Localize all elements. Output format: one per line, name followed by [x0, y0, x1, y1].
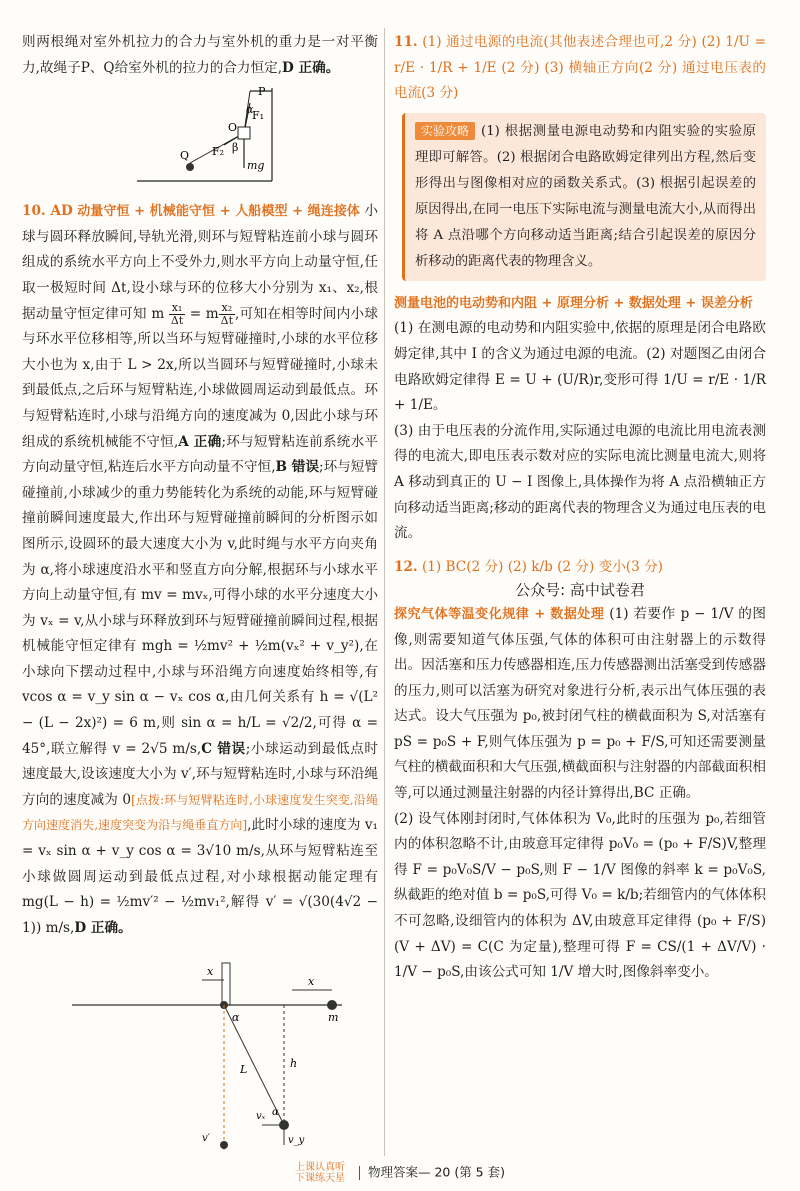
q10-body: 10. AD 动量守恒 + 机械能守恒 + 人船模型 + 绳连接体 小球与圆环释放瞬间,导轨光滑,则环与短臂粘连前小球与圆环组成的系统水平方向上不受外力,则水平方向上动量守恒,任取一极短时间 Δt,设小球与环的位移大小分别为 x₁、x₂,根据动量守恒定律可知 m $\frac{\text{x₁}}{\Delta t}$ = m $\frac{\text{x₂}}{\Delta t}$ ,可知在相等时间内小球与环水平位移相等,所以当环与短臂碰撞时,小球的水平位移大小也为 x,由于 L > 2x,所以当圆环与短臂碰撞时,小球未到最低点,之后环与短臂粘连,小球做圆周运动到最低点。环与短臂粘连时,小球与沿绳方向的速度减为 0,因此小球与环组成的系统机械能不守恒,A 正确;环与短臂粘连前系统水平方向动量守恒,粘连后水平方向动量不守恒,B 错误;环与短臂碰撞前,小球减少的重力势能转化为系统的动能,环与短臂碰撞前瞬间速度最大,作出环与短臂碰撞前瞬间的分析图示如图所示,设圆环的最大速度大小为 v,此时绳与水平方向夹角为 α,将小球速度沿水平和竖直方向分解,根据环与小球水平方向上动量守恒,有 mv = mvₓ,可得小球的水平分速度大小为 vₓ = v,从小球与环释放到环与短臂碰撞前瞬间过程,根据机械能守恒定律有 mgh = ½mv² + ½m(vₓ² + v_y²),在小球向下摆动过程中,小球与环沿绳方向速度始终相等,有 vcos α = v_y sin α − vₓ cos α,由几何关系有 h = √(L² − (L − 2x)²) = 6 m,则 sin α = h/L = √2/2,可得 α = 45°,联立解得 v = 2√5 m/s,C 错误;小球运动到最低点时速度最大,设该速度大小为 v′,环与短臂粘连时,小球与环沿绳方向的速度减为 0[点拨:环与短臂粘连时,小球速度发生突变,沿绳方向速度消失,速度突变为沿与绳垂直方向],此时小球的速度为 v₁ = vₓ sin α + v_y cos α = 3√10 m/s,从环与短臂粘连至小球做圆周运动到最低点过程,对小球根据动能定理有 mg(L − h) = ½mv′² − ½mv₁²,解得 v′ = √(30(4√2 − 1)) m/s,D 正确。: [22, 203, 378, 936]
q12-answer: 12. (1) BC(2 分) (2) k/b (2 分) 变小(3 分): [394, 558, 663, 575]
column-divider: [384, 28, 385, 1156]
left-column: [22, 30, 378, 1155]
label-F1: F₁: [252, 109, 265, 123]
label-alpha: α: [246, 103, 254, 117]
label-O: O: [228, 121, 238, 135]
label-L: L: [240, 1063, 248, 1077]
label-mg: mg: [247, 159, 265, 173]
q11-tags: 测量电池的电动势和内阻 + 原理分析 + 数据处理 + 误差分析: [394, 295, 753, 311]
footer-separator: [359, 1166, 360, 1180]
label-F2: F₂: [212, 145, 225, 159]
label-x-right: x: [308, 975, 315, 989]
label-vy: v_y: [288, 1135, 305, 1147]
experiment-tips-box: 实验攻略 (1) 根据测量电源电动势和内阻实验的实验原理即可解答。(2) 根据闭合电路欧姆定律列出方程,然后变形得出与图像相对应的函数关系式。(3) 根据引起误差的原因得出,在同一电压下实际电流与测量电流大小,从而得出将 A 点沿哪个方向移动适当距离;结合引起误差的原因分析移动的距离代表的物理含义。: [402, 113, 766, 281]
label-Q: Q: [180, 149, 190, 163]
label-P: P: [258, 85, 266, 99]
label-alpha-top: α: [232, 1011, 240, 1025]
tip-note: [点拨:环与短臂粘连时,小球速度发生突变,沿绳方向速度消失,速度突变为沿与绳垂直方向]: [22, 792, 378, 833]
label-v-prime: v′: [202, 1133, 210, 1145]
q11-explain-1: (1) 在测电源的电动势和内阻实验中,依据的原理是闭合电路欧姆定律,其中 I 的含义为通过电源的电流。(2) 对题图乙由闭合电路欧姆定律得 E = U + (U/R)r,变形可得 1/U = r/E · 1/R + 1/E。: [394, 320, 766, 414]
q9-conclusion: 则两根绳对室外机拉力的合力与室外机的重力是一对平衡力,故绳子P、Q给室外机的拉力的合力恒定,D 正确。: [22, 34, 378, 76]
q11-explain-2: (3) 由于电压表的分流作用,实际通过电源的电流比用电流表测得的电流大,即电压表示数对应的实际电流比测量电流大,则将 A 移动到真正的 U − I 图像上,具体操作为将 A 点沿横轴正方向移动适当距离;移动的距离代表的物理含义为通过电压表的电流。: [394, 422, 766, 542]
label-alpha-bottom: α: [272, 1107, 279, 1119]
pendulum-diagram: [52, 955, 352, 1155]
label-x-left: x: [207, 965, 214, 979]
label-h: h: [290, 1057, 298, 1071]
force-diagram: [132, 83, 282, 193]
watermark: 公众号: 高中试卷君: [515, 581, 645, 600]
fraction-x1-dt: $\frac{\text{x₁}}{\Delta t}$: [170, 300, 184, 327]
label-m: m: [328, 1011, 339, 1025]
fraction-x2-dt: $\frac{\text{x₂}}{\Delta t}$: [220, 300, 234, 327]
q12-explain-2: (2) 设气体刚封闭时,气体体积为 V₀,此时的压强为 p₀,若细管内的体积忽略不计,由玻意耳定律得 p₀V₀ = (p₀ + F/S)V,整理得 F = p₀V₀S/V − p₀S,则 F − 1/V 图像的斜率 k = p₀V₀S,纵截距的绝对值 b = p₀S,可得 V₀ = k/b;若细管内的气体体积不可忽略,设细管内的体积为 ΔV,由玻意耳定律得 (p₀ + F/S)(V + ΔV) = C(C 为定量),整理可得 F = CS/(1 + ΔV/V) · 1/V − p₀S,由该公式可知 1/V 增大时,图像斜率变小。: [394, 810, 766, 981]
tips-badge: 实验攻略: [415, 122, 475, 140]
footer-logo: 上课认真听 下课练天星: [294, 1162, 345, 1184]
label-vx: vₓ: [256, 1111, 266, 1123]
label-beta: β: [232, 141, 239, 155]
page-footer: [0, 1162, 800, 1184]
footer-page-label: 物理答案— 20 (第 5 套): [367, 1164, 505, 1180]
right-column: [394, 30, 766, 986]
q12-body: 探究气体等温变化规律 + 数据处理 (1) 若要作 p − 1/V 的图像,则需要知道气体压强,气体的体积可由注射器上的示数得出。因活塞和压力传感器相连,压力传感器测出活塞受到传感器的压力,则可以活塞为研究对象进行分析,表示出气体压强的表达式。设大气压强为 p₀,被封闭气柱的横截面积为 S,对活塞有 pS = p₀S + F,则气体压强为 p = p₀ + F/S,可知还需要测量气柱的横截面积和大气压强,横截面积与注射器的内部截面积相等,可以通过测量注射器的内径计算得出,BC 正确。: [394, 605, 766, 802]
q11-answer: 11. (1) 通过电源的电流(其他表述合理也可,2 分) (2) 1/U = r/E · 1/R + 1/E (2 分) (3) 横轴正方向(2 分) 通过电压表的电流(3 分): [394, 34, 767, 102]
